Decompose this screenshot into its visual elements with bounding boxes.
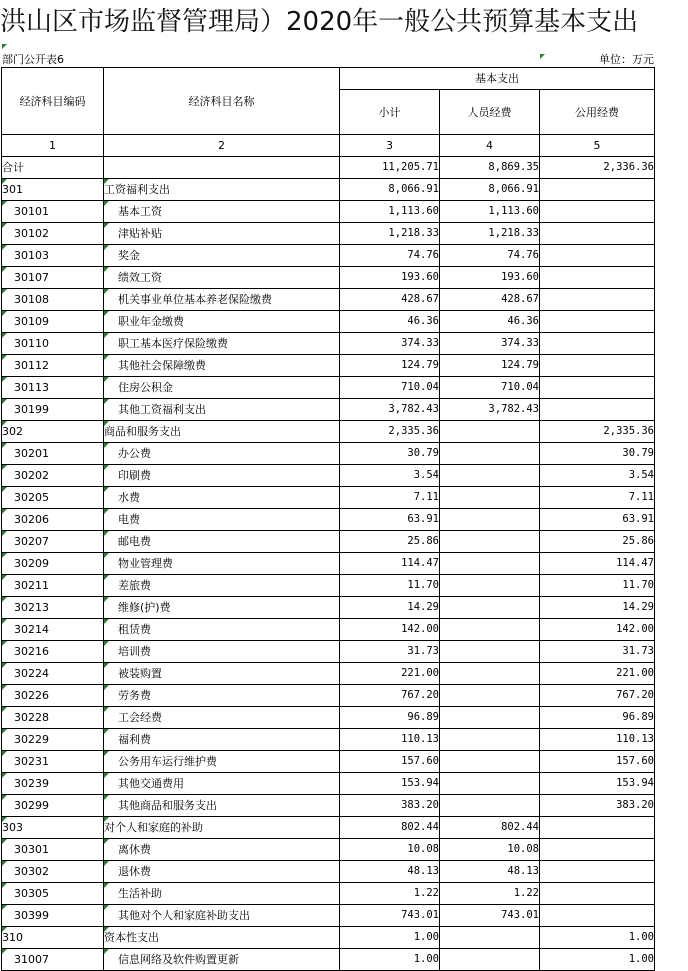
row-subtotal: 1,218.33 [340,223,440,245]
row-personnel [440,619,540,641]
table-row [2,311,655,333]
row-subtotal: 3,782.43 [340,399,440,421]
row-personnel [440,663,540,685]
header-row [2,68,655,90]
row-personnel: 46.36 [440,311,540,333]
row-code: 30205 [2,487,104,509]
row-subtotal: 221.00 [340,663,440,685]
row-personnel: 802.44 [440,817,540,839]
row-code: 30202 [2,465,104,487]
row-code: 30102 [2,223,104,245]
row-personnel [440,465,540,487]
row-subtotal: 7.11 [340,487,440,509]
row-public [540,179,655,201]
table-row [2,377,655,399]
row-subtotal: 25.86 [340,531,440,553]
row-code: 30207 [2,531,104,553]
row-code: 30113 [2,377,104,399]
row-name: 离休费 [104,839,340,861]
row-name: 培训费 [104,641,340,663]
row-public: 7.11 [540,487,655,509]
index-cell: 1 [2,135,104,157]
table-row [2,157,655,179]
row-public [540,377,655,399]
row-name: 邮电费 [104,531,340,553]
table-row [2,421,655,443]
row-code: 30301 [2,839,104,861]
row-subtotal: 1.22 [340,883,440,905]
row-code: 30103 [2,245,104,267]
row-public: 110.13 [540,729,655,751]
row-public: 3.54 [540,465,655,487]
table-row [2,531,655,553]
row-subtotal: 193.60 [340,267,440,289]
row-subtotal: 1.00 [340,927,440,949]
table-row [2,927,655,949]
row-public: 2,335.36 [540,421,655,443]
row-code: 30302 [2,861,104,883]
row-code: 30199 [2,399,104,421]
row-personnel [440,773,540,795]
table-row [2,861,655,883]
row-code: 302 [2,421,104,443]
row-public [540,289,655,311]
row-personnel [440,707,540,729]
row-subtotal: 142.00 [340,619,440,641]
row-code: 30216 [2,641,104,663]
table-row [2,179,655,201]
header-group: 基本支出 [340,68,655,90]
row-name: 办公费 [104,443,340,465]
row-personnel: 193.60 [440,267,540,289]
row-personnel: 1,218.33 [440,223,540,245]
row-personnel: 10.08 [440,839,540,861]
row-public: 767.20 [540,685,655,707]
row-personnel: 1,113.60 [440,201,540,223]
table-row [2,201,655,223]
row-subtotal: 428.67 [340,289,440,311]
row-personnel: 428.67 [440,289,540,311]
row-public: 2,336.36 [540,157,655,179]
table-row [2,773,655,795]
row-public [540,333,655,355]
table-number-label: 部门公开表6 [2,53,64,66]
row-public: 63.91 [540,509,655,531]
row-personnel [440,487,540,509]
row-name: 信息网络及软件购置更新 [104,949,340,971]
row-personnel [440,685,540,707]
table-row [2,619,655,641]
row-subtotal: 63.91 [340,509,440,531]
row-code: 30211 [2,575,104,597]
table-row [2,839,655,861]
row-subtotal: 114.47 [340,553,440,575]
row-personnel: 710.04 [440,377,540,399]
row-code: 301 [2,179,104,201]
row-public: 114.47 [540,553,655,575]
row-subtotal: 710.04 [340,377,440,399]
table-row [2,729,655,751]
row-name: 工会经费 [104,707,340,729]
row-public [540,399,655,421]
row-code: 31007 [2,949,104,971]
row-name: 资本性支出 [104,927,340,949]
row-subtotal: 124.79 [340,355,440,377]
unit-label: 单位：万元 [599,53,654,66]
row-code: 30108 [2,289,104,311]
row-personnel: 74.76 [440,245,540,267]
header-subtotal: 小计 [340,90,440,135]
cell-marker-icon [2,44,7,49]
row-subtotal: 2,335.36 [340,421,440,443]
row-public [540,861,655,883]
row-name: 劳务费 [104,685,340,707]
row-public: 142.00 [540,619,655,641]
row-subtotal: 3.54 [340,465,440,487]
table-row [2,575,655,597]
row-public: 31.73 [540,641,655,663]
row-code: 30231 [2,751,104,773]
table-row [2,509,655,531]
row-name: 电费 [104,509,340,531]
row-personnel: 1.22 [440,883,540,905]
row-public: 96.89 [540,707,655,729]
row-name: 职工基本医疗保险缴费 [104,333,340,355]
row-name: 基本工资 [104,201,340,223]
row-name: 水费 [104,487,340,509]
row-subtotal: 153.94 [340,773,440,795]
row-public [540,201,655,223]
row-personnel [440,575,540,597]
row-subtotal: 96.89 [340,707,440,729]
table-row [2,399,655,421]
cell-marker-icon [540,54,545,59]
row-name [104,157,340,179]
row-name: 职业年金缴费 [104,311,340,333]
row-name: 奖金 [104,245,340,267]
row-personnel [440,751,540,773]
row-personnel [440,927,540,949]
row-public: 30.79 [540,443,655,465]
row-name: 生活补助 [104,883,340,905]
row-public: 1.00 [540,949,655,971]
row-public [540,267,655,289]
row-code: 30226 [2,685,104,707]
row-name: 津贴补贴 [104,223,340,245]
table-row [2,465,655,487]
table-row [2,223,655,245]
table-row [2,751,655,773]
table-row [2,817,655,839]
row-name: 退休费 [104,861,340,883]
row-subtotal: 743.01 [340,905,440,927]
row-personnel [440,509,540,531]
row-public: 25.86 [540,531,655,553]
table-row [2,333,655,355]
row-name: 租赁费 [104,619,340,641]
table-row [2,883,655,905]
row-name: 其他工资福利支出 [104,399,340,421]
row-public [540,355,655,377]
row-subtotal: 767.20 [340,685,440,707]
row-code: 310 [2,927,104,949]
row-personnel: 8,869.35 [440,157,540,179]
row-name: 印刷费 [104,465,340,487]
row-public: 14.29 [540,597,655,619]
row-subtotal: 46.36 [340,311,440,333]
row-name: 其他商品和服务支出 [104,795,340,817]
row-subtotal: 374.33 [340,333,440,355]
row-subtotal: 30.79 [340,443,440,465]
index-cell: 2 [104,135,340,157]
index-cell: 4 [440,135,540,157]
header-code: 经济科目编码 [2,68,104,135]
header-personnel: 人员经费 [440,90,540,135]
row-subtotal: 10.08 [340,839,440,861]
row-code: 30399 [2,905,104,927]
row-name: 工资福利支出 [104,179,340,201]
table-row [2,355,655,377]
row-public [540,905,655,927]
row-personnel [440,443,540,465]
row-subtotal: 1,113.60 [340,201,440,223]
row-public [540,223,655,245]
row-public [540,245,655,267]
row-personnel [440,421,540,443]
row-code: 30201 [2,443,104,465]
table-row [2,245,655,267]
row-personnel: 8,066.91 [440,179,540,201]
row-personnel [440,949,540,971]
header-name: 经济科目名称 [104,68,340,135]
table-row [2,795,655,817]
row-code: 303 [2,817,104,839]
row-personnel: 124.79 [440,355,540,377]
row-name: 公务用车运行维护费 [104,751,340,773]
row-code: 30299 [2,795,104,817]
row-personnel [440,597,540,619]
row-public [540,311,655,333]
row-public: 1.00 [540,927,655,949]
row-public: 153.94 [540,773,655,795]
row-personnel [440,795,540,817]
row-code: 30110 [2,333,104,355]
row-personnel [440,531,540,553]
table-row [2,949,655,971]
row-name: 物业管理费 [104,553,340,575]
row-name: 被装购置 [104,663,340,685]
row-name: 机关事业单位基本养老保险缴费 [104,289,340,311]
row-subtotal: 383.20 [340,795,440,817]
table-row [2,289,655,311]
row-subtotal: 48.13 [340,861,440,883]
row-name: 住房公积金 [104,377,340,399]
table-row [2,267,655,289]
row-subtotal: 8,066.91 [340,179,440,201]
row-name: 绩效工资 [104,267,340,289]
index-row [2,135,655,157]
row-subtotal: 1.00 [340,949,440,971]
row-subtotal: 110.13 [340,729,440,751]
row-code: 30228 [2,707,104,729]
row-code: 30214 [2,619,104,641]
row-personnel [440,641,540,663]
row-subtotal: 74.76 [340,245,440,267]
table-row [2,707,655,729]
row-subtotal: 11.70 [340,575,440,597]
index-cell: 5 [540,135,655,157]
row-name: 福利费 [104,729,340,751]
index-cell: 3 [340,135,440,157]
row-personnel [440,553,540,575]
row-name: 其他对个人和家庭补助支出 [104,905,340,927]
row-personnel: 743.01 [440,905,540,927]
row-public [540,817,655,839]
row-code: 30213 [2,597,104,619]
report-title: 洪山区市场监督管理局）2020年一般公共预算基本支出 [0,7,639,37]
table-row [2,487,655,509]
row-code: 30305 [2,883,104,905]
table-row [2,553,655,575]
row-code: 30112 [2,355,104,377]
row-subtotal: 11,205.71 [340,157,440,179]
header-public: 公用经费 [540,90,655,135]
row-public [540,883,655,905]
row-personnel: 3,782.43 [440,399,540,421]
row-code: 30101 [2,201,104,223]
row-subtotal: 802.44 [340,817,440,839]
table-row [2,443,655,465]
row-code: 30209 [2,553,104,575]
row-personnel: 374.33 [440,333,540,355]
row-personnel [440,729,540,751]
row-subtotal: 31.73 [340,641,440,663]
row-personnel: 48.13 [440,861,540,883]
row-public [540,839,655,861]
row-code: 30107 [2,267,104,289]
row-public: 221.00 [540,663,655,685]
table-row [2,597,655,619]
row-public: 11.70 [540,575,655,597]
table-row [2,685,655,707]
row-name: 商品和服务支出 [104,421,340,443]
row-code: 30239 [2,773,104,795]
row-subtotal: 14.29 [340,597,440,619]
budget-table [1,67,655,971]
row-name: 维修(护)费 [104,597,340,619]
row-subtotal: 157.60 [340,751,440,773]
row-code: 合计 [2,157,104,179]
row-name: 差旅费 [104,575,340,597]
row-name: 对个人和家庭的补助 [104,817,340,839]
row-code: 30206 [2,509,104,531]
row-code: 30224 [2,663,104,685]
table-row [2,663,655,685]
row-name: 其他交通费用 [104,773,340,795]
table-row [2,905,655,927]
row-public: 383.20 [540,795,655,817]
row-code: 30109 [2,311,104,333]
row-name: 其他社会保障缴费 [104,355,340,377]
row-public: 157.60 [540,751,655,773]
row-code: 30229 [2,729,104,751]
table-row [2,641,655,663]
